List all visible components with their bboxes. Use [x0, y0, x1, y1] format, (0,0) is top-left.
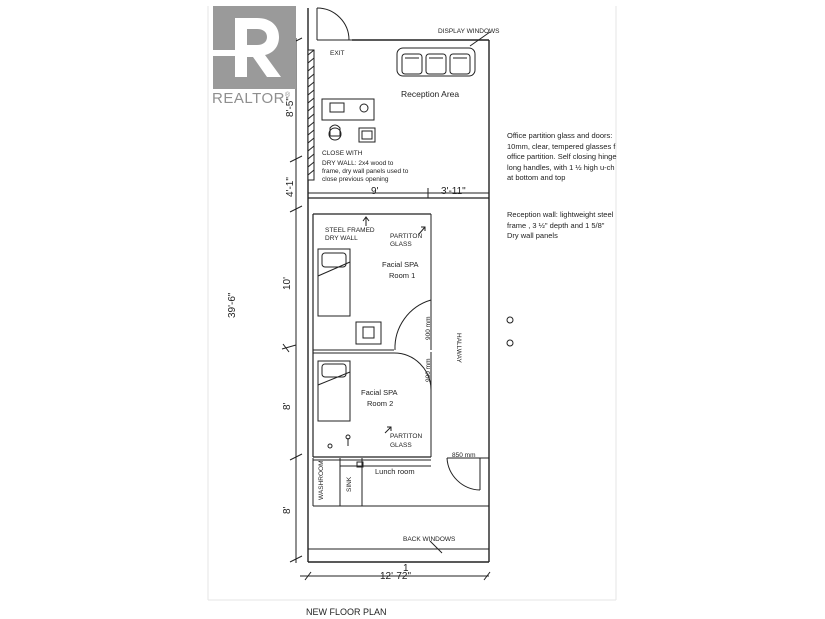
marker-circle — [507, 317, 513, 323]
dry-wall-note-2: frame, dry wall panels used to — [322, 168, 409, 175]
exit-label: EXIT — [330, 50, 345, 57]
door-900-label-a: 900 mm — [425, 316, 432, 340]
dry-wall-note-3: close previous opening — [322, 176, 389, 183]
washroom-label: WASHROOM — [318, 460, 325, 500]
room1-label-1: Facial SPA — [382, 260, 419, 269]
dry-wall-note-1: DRY WALL: 2x4 wood to — [322, 160, 394, 167]
partition-glass-label-3: PARTITON — [390, 433, 423, 440]
room2-bed — [318, 361, 350, 421]
partition-glass-label-4: GLASS — [390, 442, 412, 449]
room1-label-2: Room 1 — [389, 271, 416, 280]
dim-8-b: 8' — [282, 506, 293, 514]
sink-label: SINK — [346, 476, 353, 492]
realtor-watermark-text: REALTOR® — [212, 90, 291, 107]
note-line: Office partition glass and doors: — [507, 131, 613, 140]
lunch-door — [447, 458, 489, 490]
close-with-label: CLOSE WITH — [322, 150, 363, 157]
note-line: frame , 3 ½" depth and 1 5/8" — [507, 220, 605, 230]
note-line: office partition. Self closing hinge — [507, 152, 617, 161]
dim-4-1: 4'-1" — [285, 177, 296, 197]
note-line: at bottom and top — [507, 173, 566, 182]
office-partition-note — [507, 131, 617, 184]
note-line: 10mm, clear, tempered glasses f — [507, 141, 616, 151]
steel-framed-label-1: STEEL FRAMED — [325, 227, 375, 234]
room1-bed — [318, 249, 350, 316]
back-windows — [308, 541, 489, 553]
spa-rooms — [313, 214, 431, 460]
reception-area-label: Reception Area — [401, 89, 460, 99]
hatched-wall — [308, 50, 314, 180]
dim-39-6: 39'-6" — [227, 292, 238, 318]
partition-glass-label-1: PARTITON — [390, 233, 423, 240]
floor-plan-title: NEW FLOOR PLAN — [306, 607, 387, 617]
back-windows-label: BACK WINDOWS — [403, 536, 456, 543]
door-850-label: 850 mm — [452, 452, 476, 459]
exit-door — [317, 8, 352, 40]
partition-glass-label-2: GLASS — [390, 241, 412, 248]
note-line: long handles, with 1 ½ high u-ch — [507, 162, 615, 172]
dim-12-72: 12'-72" — [380, 571, 412, 582]
room2-label-2: Room 2 — [367, 399, 394, 408]
room2-label-1: Facial SPA — [361, 388, 398, 397]
marker-circle — [507, 340, 513, 346]
lunch-room-label: Lunch room — [375, 467, 415, 476]
display-windows-label: DISPLAY WINDOWS — [438, 28, 500, 35]
steel-framed-label-2: DRY WALL — [325, 235, 358, 242]
dim-10: 10' — [282, 276, 293, 290]
dim-8-5: 8'-5" — [285, 97, 296, 117]
door-900-label-b: 900 mm — [425, 358, 432, 382]
reception-desk — [322, 99, 375, 142]
dim-1: 1 — [403, 563, 409, 574]
display-window-sofa — [397, 32, 490, 76]
reception-wall-note — [507, 210, 613, 242]
dim-8-a: 8' — [282, 402, 293, 410]
note-line: Dry wall panels — [507, 231, 558, 240]
room1-chair — [356, 322, 381, 344]
dim-9: 9' — [371, 186, 379, 197]
note-line: Reception wall: lightweight steel — [507, 210, 614, 219]
outer-walls — [308, 8, 489, 562]
dim-3-11: 3'-11" — [441, 186, 466, 197]
realtor-logo-icon — [213, 6, 296, 89]
hallway-label: HALLWAY — [455, 333, 462, 363]
